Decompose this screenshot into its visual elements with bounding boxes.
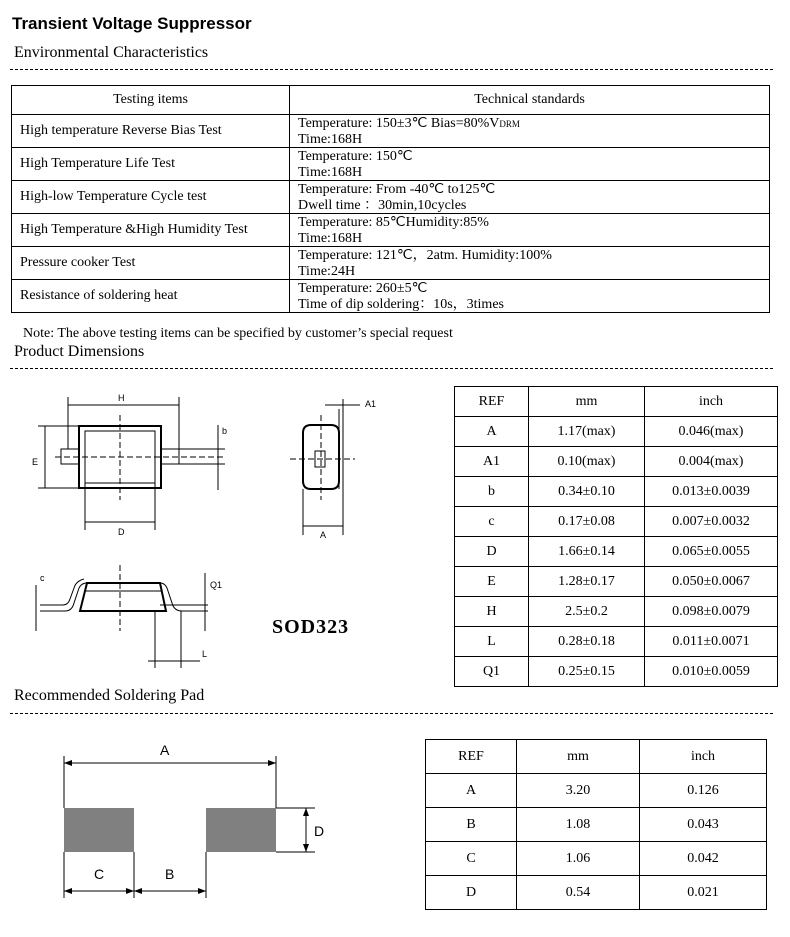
ref-cell: D [426,876,517,910]
package-label: SOD323 [272,616,350,638]
env-row [12,247,770,280]
pad-header-row [426,740,767,774]
front-view-lead-right [160,583,208,611]
arrow [198,888,206,894]
env-standard-line2: Time:168H [298,131,363,147]
env-standard-sub: DRM [499,118,520,129]
pad-label-c: C [94,866,105,882]
label-d: D [118,527,125,537]
env-standard-line2: Time:24H [298,263,356,279]
pad-left [64,808,134,852]
inch-cell: 0.046(max) [645,417,778,447]
inch-cell: 0.011±0.0071 [645,627,778,657]
ref-cell: A1 [455,447,529,477]
ref-cell: c [455,507,529,537]
arrow [126,888,134,894]
table-row [455,537,778,567]
table-row [426,808,767,842]
label-b: b [222,426,228,436]
mm-cell: 0.17±0.08 [529,507,645,537]
pad-heading: Recommended Soldering Pad [14,687,205,704]
inch-cell: 0.013±0.0039 [645,477,778,507]
table-row [426,842,767,876]
label-q1: Q1 [210,580,223,590]
ref-cell: D [455,537,529,567]
env-divider [10,69,773,70]
env-item: High Temperature &High Humidity Test [12,214,290,247]
ref-cell: C [426,842,517,876]
pad-divider [10,713,773,714]
ref-cell: A [455,417,529,447]
mm-cell: 0.10(max) [529,447,645,477]
env-standard-line1: Temperature: 150℃ [298,148,413,164]
dims-header-ref: REF [455,387,529,417]
table-row [426,876,767,910]
page-title: Transient Voltage Suppressor [12,14,252,33]
ref-cell: L [455,627,529,657]
pad-header-inch: inch [640,740,767,774]
arrow [134,888,142,894]
inch-cell: 0.050±0.0067 [645,567,778,597]
arrow [64,888,72,894]
inch-cell: 0.065±0.0055 [645,537,778,567]
front-view-body [80,583,166,611]
env-standard-line2: Time:168H [298,164,363,180]
env-standard [290,115,770,148]
inch-cell: 0.007±0.0032 [645,507,778,537]
ref-cell: b [455,477,529,507]
label-c: c [40,573,45,583]
inch-cell: 0.098±0.0079 [645,597,778,627]
arrow [303,844,309,852]
env-standard-line1: Temperature: 121℃，2atm. Humidity:100% [298,247,552,263]
arrow [303,808,309,816]
env-standard [290,247,770,280]
env-row [12,181,770,214]
solder-pad-drawing [50,738,340,903]
mm-cell: 1.08 [517,808,640,842]
env-item: High temperature Reverse Bias Test [12,115,290,148]
label-h: H [118,393,125,403]
table-row [455,477,778,507]
mm-cell: 2.5±0.2 [529,597,645,627]
mm-cell: 0.34±0.10 [529,477,645,507]
table-row [455,567,778,597]
label-l: L [202,649,208,659]
dims-header-mm: mm [529,387,645,417]
pad-header-ref: REF [426,740,517,774]
table-row [455,657,778,687]
pad-table [425,739,767,910]
pad-label-d: D [314,823,325,839]
sod323-drawing [20,385,440,680]
env-standard [290,280,770,313]
env-standard-line2: Time of dip soldering：10s，3times [298,296,504,312]
env-note: Note: The above testing items can be specified by customer’s special request [23,326,453,341]
env-standard-line1: Temperature: From -40℃ to125℃ [298,181,496,197]
env-standard-line1: Temperature: 85℃Humidity:85% [298,214,489,230]
env-standard-line2: Time:168H [298,230,363,246]
ref-cell: H [455,597,529,627]
env-row [12,148,770,181]
env-standard [290,181,770,214]
inch-cell: 0.010±0.0059 [645,657,778,687]
env-header-item: Testing items [12,86,290,115]
ref-cell: B [426,808,517,842]
dims-divider [10,368,773,369]
env-row [12,214,770,247]
pad-label-a: A [160,742,170,758]
inch-cell: 0.021 [640,876,767,910]
env-standard-line1: Temperature: 150±3℃ Bias=80%V [298,115,500,131]
pad-header-mm: mm [517,740,640,774]
table-row [455,417,778,447]
table-row [455,447,778,477]
table-row [455,627,778,657]
dims-header-inch: inch [645,387,778,417]
env-item: High-low Temperature Cycle test [12,181,290,214]
mm-cell: 0.25±0.15 [529,657,645,687]
inch-cell: 0.042 [640,842,767,876]
env-header-row [12,86,770,115]
env-item: Pressure cooker Test [12,247,290,280]
label-a1: A1 [365,399,377,409]
env-standard [290,148,770,181]
env-heading: Environmental Characteristics [14,44,209,61]
pad-right [206,808,276,852]
env-item: Resistance of soldering heat [12,280,290,313]
env-row [12,280,770,313]
inch-cell: 0.043 [640,808,767,842]
mm-cell: 1.06 [517,842,640,876]
inch-cell: 0.004(max) [645,447,778,477]
front-view-lead-left [40,583,87,611]
mm-cell: 3.20 [517,774,640,808]
env-standard-line2: Dwell time ：30min,10cycles [298,197,467,213]
mm-cell: 0.54 [517,876,640,910]
pad-label-b: B [165,866,175,882]
ref-cell: Q1 [455,657,529,687]
table-row [455,597,778,627]
dims-table [454,386,778,687]
env-table [11,85,770,313]
mm-cell: 0.28±0.18 [529,627,645,657]
env-standard-line1: Temperature: 260±5℃ [298,280,428,296]
table-row [455,507,778,537]
env-header-std: Technical standards [290,86,770,115]
env-item: High Temperature Life Test [12,148,290,181]
dims-header-row [455,387,778,417]
table-row [426,774,767,808]
mm-cell: 1.28±0.17 [529,567,645,597]
dims-heading: Product Dimensions [14,343,145,360]
inch-cell: 0.126 [640,774,767,808]
env-row [12,115,770,148]
mm-cell: 1.17(max) [529,417,645,447]
arrow [64,760,72,766]
env-standard [290,214,770,247]
mm-cell: 1.66±0.14 [529,537,645,567]
ref-cell: E [455,567,529,597]
ref-cell: A [426,774,517,808]
label-e: E [32,457,39,467]
label-a: A [320,530,327,540]
arrow [268,760,276,766]
